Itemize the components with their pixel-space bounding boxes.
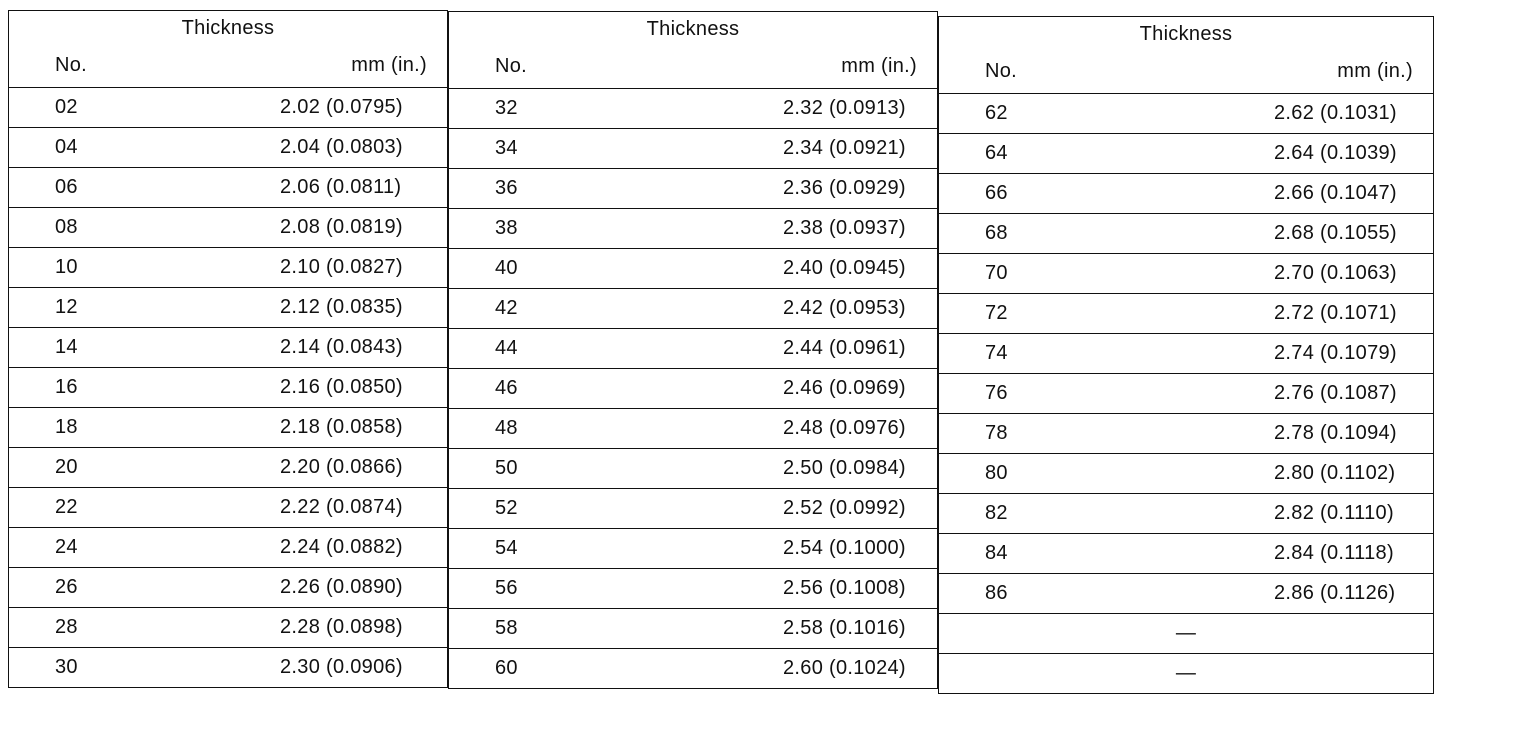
shim-thickness-cell: 2.62 (0.1031) (1186, 94, 1434, 134)
shim-thickness-cell: 2.10 (0.0827) (228, 248, 448, 288)
shim-number-cell: 28 (9, 608, 229, 648)
unit-header: mm (in.) (351, 54, 427, 76)
shim-number-cell: 26 (9, 568, 229, 608)
table-row (449, 609, 938, 649)
header-cell (939, 17, 1434, 94)
shim-thickness-cell: 2.02 (0.0795) (228, 88, 448, 128)
shim-thickness-cell: 2.34 (0.0921) (693, 129, 938, 169)
table-row (939, 414, 1434, 454)
table-row (449, 129, 938, 169)
shim-thickness-cell: 2.18 (0.0858) (228, 408, 448, 448)
shim-number-cell: 58 (449, 609, 694, 649)
shim-number-cell: 72 (939, 294, 1187, 334)
table-row (9, 568, 448, 608)
table-row (939, 254, 1434, 294)
shim-thickness-cell: 2.44 (0.0961) (693, 329, 938, 369)
table-row (9, 88, 448, 128)
table-row (449, 649, 938, 689)
table-row (9, 248, 448, 288)
table-row (449, 449, 938, 489)
table-row (449, 409, 938, 449)
shim-thickness-cell: 2.32 (0.0913) (693, 89, 938, 129)
table-row (9, 368, 448, 408)
shim-thickness-cell: 2.22 (0.0874) (228, 488, 448, 528)
shim-number-cell: 42 (449, 289, 694, 329)
table-header (939, 17, 1434, 94)
table-row (449, 369, 938, 409)
header-cell (9, 11, 448, 88)
table-row (939, 374, 1434, 414)
table-row (9, 288, 448, 328)
shim-number-cell: 06 (9, 168, 229, 208)
unit-header: mm (in.) (841, 55, 917, 77)
shim-number-cell: 44 (449, 329, 694, 369)
table-row (9, 128, 448, 168)
shim-thickness-cell: 2.04 (0.0803) (228, 128, 448, 168)
table-row (449, 529, 938, 569)
shim-thickness-cell: 2.76 (0.1087) (1186, 374, 1434, 414)
no-header: No. (495, 55, 528, 77)
thickness-header: Thickness (1139, 23, 1233, 45)
shim-thickness-cell: 2.20 (0.0866) (228, 448, 448, 488)
shim-number-cell: 40 (449, 249, 694, 289)
table-row (9, 488, 448, 528)
table-row (449, 289, 938, 329)
shim-number-cell: 38 (449, 209, 694, 249)
shim-thickness-cell: 2.66 (0.1047) (1186, 174, 1434, 214)
shim-thickness-cell: 2.56 (0.1008) (693, 569, 938, 609)
shim-number-cell: 76 (939, 374, 1187, 414)
header-cell (449, 12, 938, 89)
table-row (449, 489, 938, 529)
shim-number-cell: 20 (9, 448, 229, 488)
shim-thickness-cell: 2.06 (0.0811) (228, 168, 448, 208)
shim-number-cell: 30 (9, 648, 229, 688)
shim-thickness-cell: 2.60 (0.1024) (693, 649, 938, 689)
shim-number-cell: 56 (449, 569, 694, 609)
shim-thickness-cell: 2.78 (0.1094) (1186, 414, 1434, 454)
empty-cell-dash: — (939, 614, 1434, 654)
table-row (939, 174, 1434, 214)
shim-number-cell: 62 (939, 94, 1187, 134)
shim-thickness-cell: 2.74 (0.1079) (1186, 334, 1434, 374)
shim-number-cell: 14 (9, 328, 229, 368)
shim-thickness-cell: 2.52 (0.0992) (693, 489, 938, 529)
table-row (449, 569, 938, 609)
shim-number-cell: 12 (9, 288, 229, 328)
shim-number-cell: 86 (939, 574, 1187, 614)
shim-number-cell: 74 (939, 334, 1187, 374)
table-row (939, 294, 1434, 334)
shim-thickness-cell: 2.38 (0.0937) (693, 209, 938, 249)
table-row (9, 648, 448, 688)
table-row (939, 574, 1434, 614)
shim-thickness-cell: 2.70 (0.1063) (1186, 254, 1434, 294)
shim-number-cell: 70 (939, 254, 1187, 294)
shim-number-cell: 50 (449, 449, 694, 489)
shim-thickness-cell: 2.40 (0.0945) (693, 249, 938, 289)
shim-number-cell: 04 (9, 128, 229, 168)
shim-number-cell: 60 (449, 649, 694, 689)
shim-thickness-cell: 2.64 (0.1039) (1186, 134, 1434, 174)
table-row (9, 528, 448, 568)
thickness-header: Thickness (181, 17, 275, 39)
shim-number-cell: 08 (9, 208, 229, 248)
shim-number-cell: 64 (939, 134, 1187, 174)
shim-thickness-cell: 2.58 (0.1016) (693, 609, 938, 649)
shim-thickness-cell: 2.16 (0.0850) (228, 368, 448, 408)
shim-thickness-cell: 2.30 (0.0906) (228, 648, 448, 688)
table-row (939, 134, 1434, 174)
thickness-table-group-2 (448, 11, 938, 689)
shim-number-cell: 54 (449, 529, 694, 569)
table-row (449, 209, 938, 249)
table-row (9, 448, 448, 488)
shim-number-cell: 82 (939, 494, 1187, 534)
shim-thickness-cell: 2.86 (0.1126) (1186, 574, 1434, 614)
shim-number-cell: 18 (9, 408, 229, 448)
shim-number-cell: 84 (939, 534, 1187, 574)
table-row (9, 168, 448, 208)
shim-number-cell: 02 (9, 88, 229, 128)
shim-number-cell: 52 (449, 489, 694, 529)
table-row (9, 608, 448, 648)
table-row (939, 94, 1434, 134)
shim-number-cell: 68 (939, 214, 1187, 254)
table-header (9, 11, 448, 88)
shim-number-cell: 80 (939, 454, 1187, 494)
empty-cell-dash: — (939, 654, 1434, 694)
shim-thickness-cell: 2.42 (0.0953) (693, 289, 938, 329)
shim-number-cell: 24 (9, 528, 229, 568)
shim-thickness-cell: 2.84 (0.1118) (1186, 534, 1434, 574)
shim-thickness-cell: 2.26 (0.0890) (228, 568, 448, 608)
table-header (449, 12, 938, 89)
shim-thickness-cell: 2.14 (0.0843) (228, 328, 448, 368)
unit-header: mm (in.) (1337, 60, 1413, 82)
table-row (449, 329, 938, 369)
no-header: No. (55, 54, 88, 76)
shim-number-cell: 66 (939, 174, 1187, 214)
table-row (449, 169, 938, 209)
shim-thickness-cell: 2.54 (0.1000) (693, 529, 938, 569)
shim-thickness-cell: 2.82 (0.1110) (1186, 494, 1434, 534)
shim-thickness-cell: 2.08 (0.0819) (228, 208, 448, 248)
table-row-empty (939, 654, 1434, 694)
no-header: No. (985, 60, 1018, 82)
table-row (939, 334, 1434, 374)
shim-thickness-cell: 2.80 (0.1102) (1186, 454, 1434, 494)
table-row-empty (939, 614, 1434, 654)
thickness-table-group-1 (8, 10, 448, 688)
shim-thickness-cell: 2.50 (0.0984) (693, 449, 938, 489)
shim-thickness-cell: 2.36 (0.0929) (693, 169, 938, 209)
shim-thickness-cell: 2.72 (0.1071) (1186, 294, 1434, 334)
shim-number-cell: 32 (449, 89, 694, 129)
shim-number-cell: 22 (9, 488, 229, 528)
thickness-header: Thickness (646, 18, 740, 40)
shim-thickness-cell: 2.28 (0.0898) (228, 608, 448, 648)
shim-number-cell: 48 (449, 409, 694, 449)
table-row (449, 89, 938, 129)
shim-number-cell: 36 (449, 169, 694, 209)
table-row (9, 408, 448, 448)
table-row (939, 534, 1434, 574)
shim-thickness-cell: 2.12 (0.0835) (228, 288, 448, 328)
shim-thickness-cell: 2.24 (0.0882) (228, 528, 448, 568)
shim-thickness-cell: 2.68 (0.1055) (1186, 214, 1434, 254)
table-row (449, 249, 938, 289)
table-row (939, 214, 1434, 254)
shim-thickness-cell: 2.46 (0.0969) (693, 369, 938, 409)
thickness-table-group-3 (938, 16, 1434, 694)
shim-number-cell: 10 (9, 248, 229, 288)
table-row (9, 328, 448, 368)
shim-thickness-cell: 2.48 (0.0976) (693, 409, 938, 449)
table-row (939, 454, 1434, 494)
shim-number-cell: 34 (449, 129, 694, 169)
table-row (939, 494, 1434, 534)
shim-number-cell: 16 (9, 368, 229, 408)
shim-number-cell: 46 (449, 369, 694, 409)
table-row (9, 208, 448, 248)
shim-thickness-table (8, 10, 1434, 694)
shim-number-cell: 78 (939, 414, 1187, 454)
